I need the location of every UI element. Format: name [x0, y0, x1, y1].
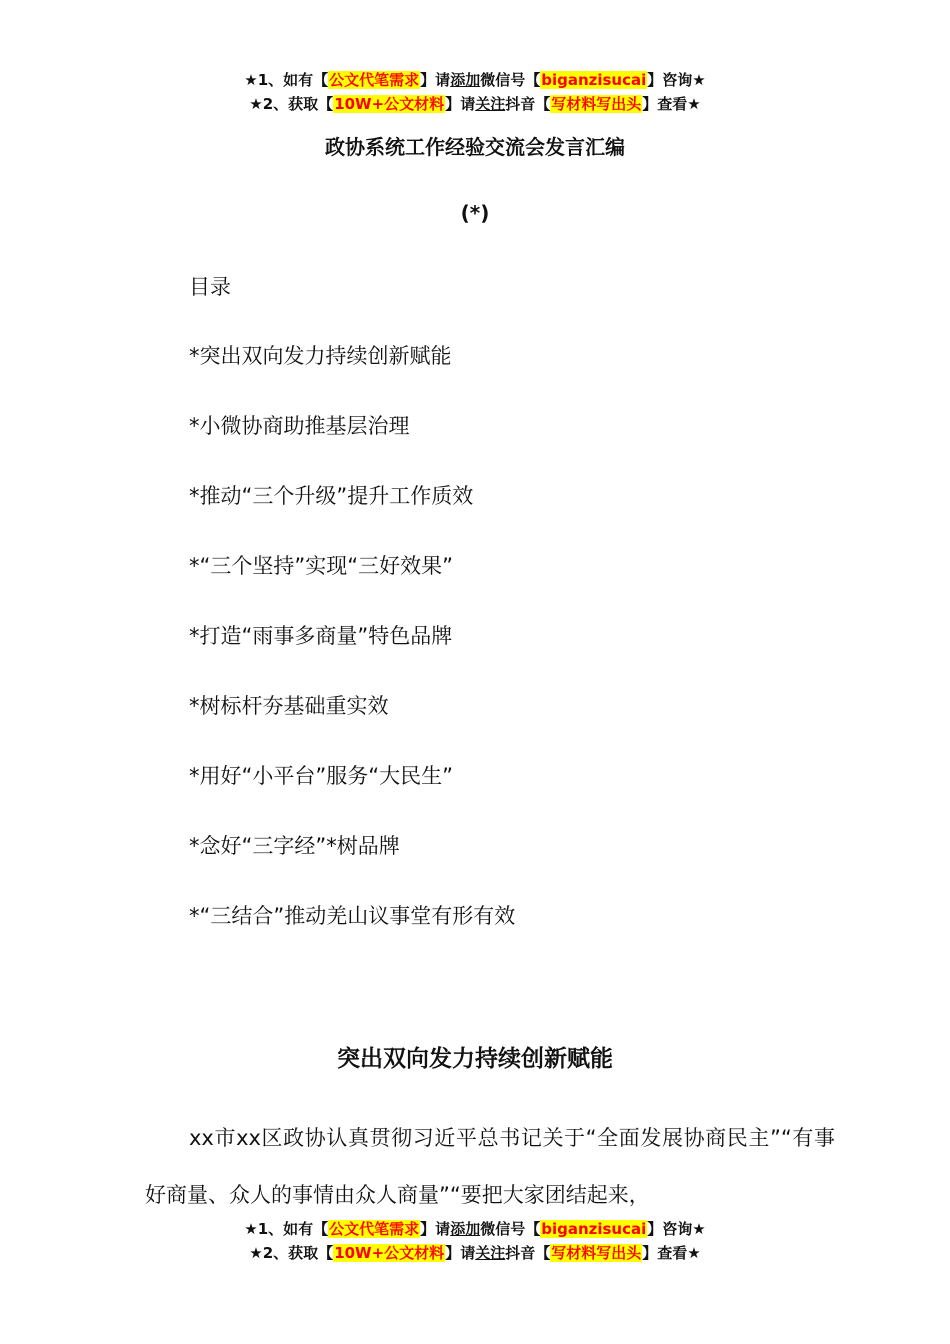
banner-text: 微信号【 [480, 71, 541, 89]
banner-highlight: 10W+公文材料 [334, 95, 445, 113]
body-paragraph: xx市xx区政协认真贯彻习近平总书记关于“全面发展协商民主”“有事好商量、众人的事情由众人商量”“要把大家团结起来， [145, 1126, 835, 1207]
toc-item: *“三结合”推动羌山议事堂有形有效 [189, 904, 516, 928]
banner-text: 】请 [445, 95, 476, 113]
header-banner [0, 68, 950, 116]
banner-underline: 关注 [475, 1244, 506, 1262]
banner-text: 】查看★ [642, 95, 701, 113]
banner-line-1 [0, 1217, 950, 1241]
banner-text: 】咨询★ [647, 71, 706, 89]
banner-text: ★2、获取【 [249, 95, 334, 113]
banner-line-2 [0, 1241, 950, 1265]
banner-highlight: 公文代笔需求 [329, 1220, 420, 1238]
banner-highlight: 写材料写出头 [551, 95, 642, 113]
document-subtitle: (*) [460, 201, 490, 225]
toc-item: *小微协商助推基层治理 [189, 414, 410, 438]
banner-highlight: biganzisucai [541, 1220, 647, 1238]
banner-text: 微信号【 [480, 1220, 541, 1238]
banner-highlight: 写材料写出头 [551, 1244, 642, 1262]
toc-item: *突出双向发力持续创新赋能 [189, 344, 452, 368]
toc-item: *用好“小平台”服务“大民生” [189, 764, 454, 788]
banner-line-2 [0, 92, 950, 116]
banner-text: 抖音【 [505, 1244, 551, 1262]
footer-banner [0, 1217, 950, 1265]
banner-text: 】请 [420, 71, 451, 89]
banner-line-1 [0, 68, 950, 92]
banner-text: ★1、如有【 [244, 71, 329, 89]
banner-underline: 添加 [450, 71, 481, 89]
banner-text: ★1、如有【 [244, 1220, 329, 1238]
banner-text: 】请 [445, 1244, 476, 1262]
banner-underline: 添加 [450, 1220, 481, 1238]
toc-heading: 目录 [189, 275, 231, 299]
document-title: 政协系统工作经验交流会发言汇编 [325, 135, 625, 159]
toc-item: *推动“三个升级”提升工作质效 [189, 484, 474, 508]
toc-item: *打造“雨事多商量”特色品牌 [189, 624, 453, 648]
banner-text: 】查看★ [642, 1244, 701, 1262]
banner-text: 】请 [420, 1220, 451, 1238]
banner-text: 抖音【 [505, 95, 551, 113]
banner-highlight: 公文代笔需求 [329, 71, 420, 89]
banner-highlight: biganzisucai [541, 71, 647, 89]
banner-underline: 关注 [475, 95, 506, 113]
banner-text: ★2、获取【 [249, 1244, 334, 1262]
banner-text: 】咨询★ [647, 1220, 706, 1238]
section-title: 突出双向发力持续创新赋能 [337, 1046, 613, 1072]
toc-item: *念好“三字经”*树品牌 [189, 834, 400, 858]
table-of-contents [189, 341, 515, 971]
toc-item: *“三个坚持”实现“三好效果” [189, 554, 454, 578]
banner-highlight: 10W+公文材料 [334, 1244, 445, 1262]
toc-item: *树标杆夯基础重实效 [189, 694, 389, 718]
